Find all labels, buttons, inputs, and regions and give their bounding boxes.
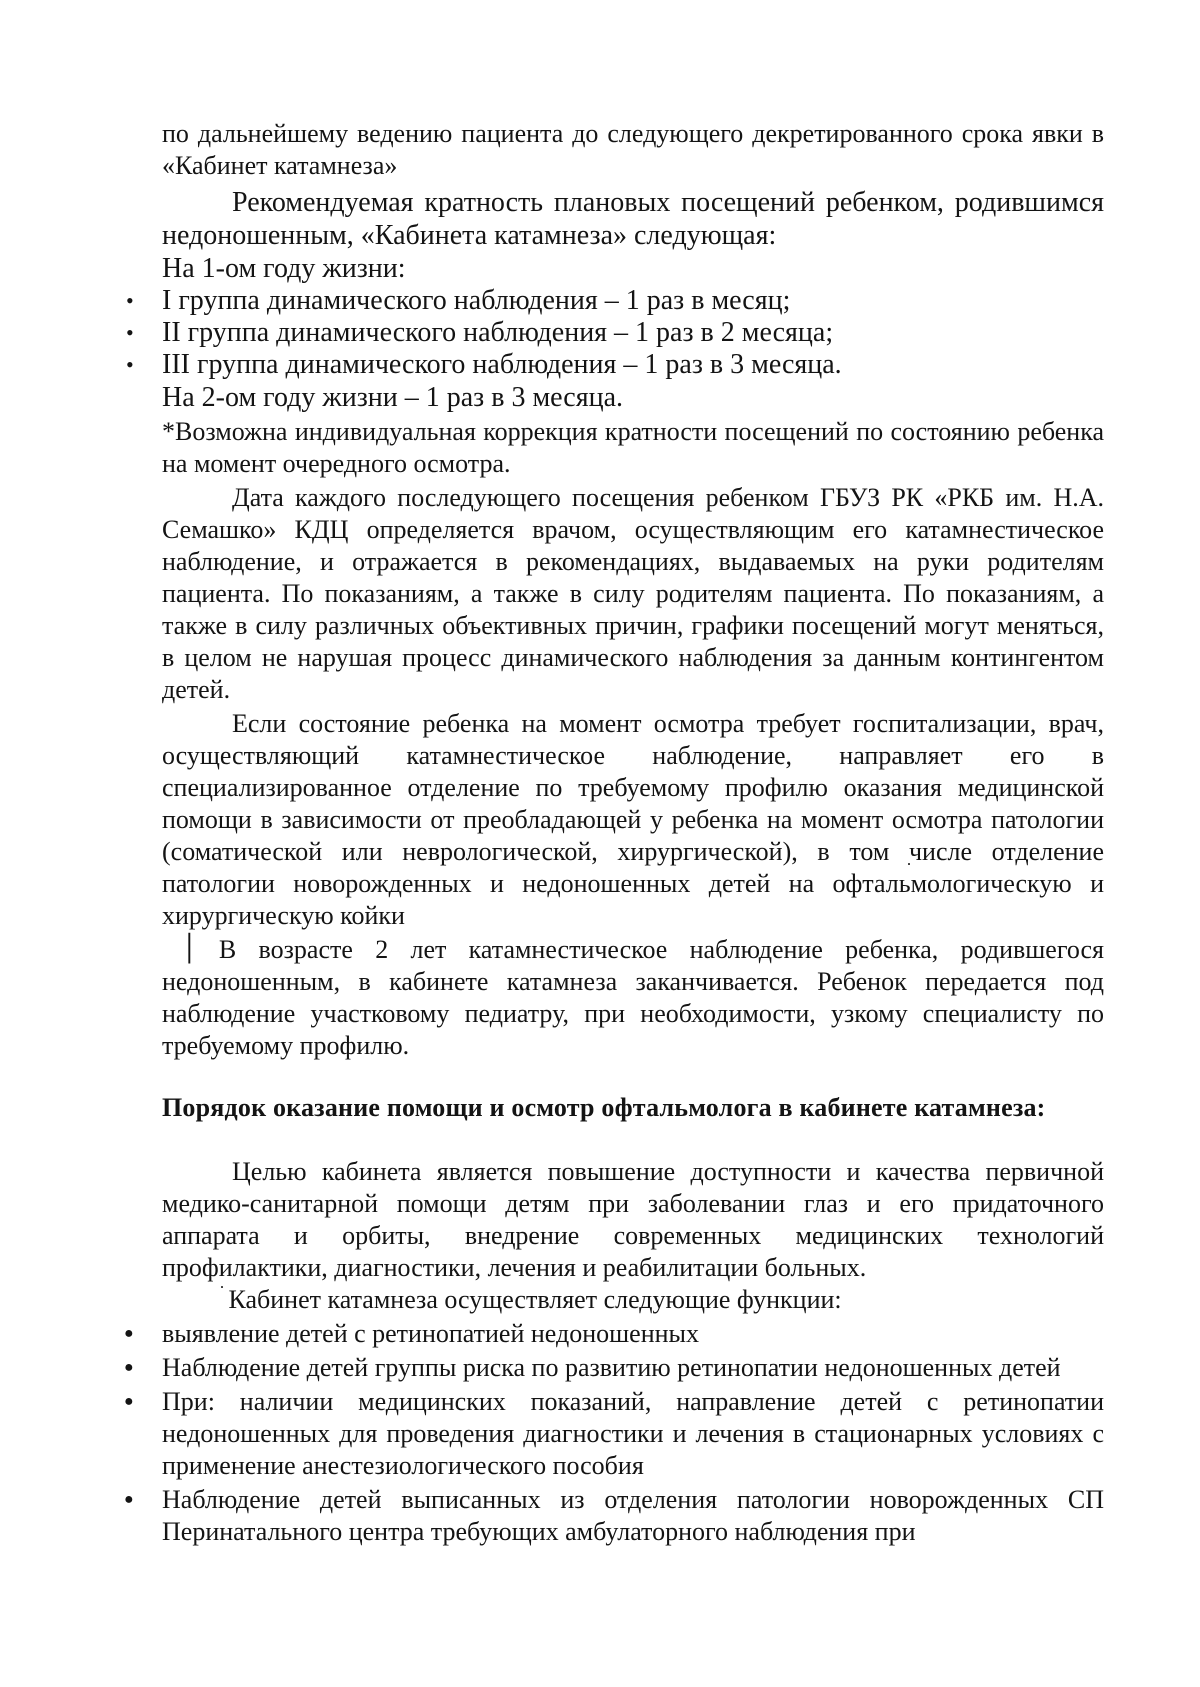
- paragraph-age-two: ׀ В возрасте 2 лет катамнестическое наблюдение ребенка, родившегося недоношенным, в кабинете катамнеза заканчивается. Ребенок передается под наблюдение участковому педиатру, при необходимости, узкому специалисту по требуемому профилю.: [162, 935, 1104, 1060]
- list-item: ● Наблюдение детей выписанных из отделения патологии новорожденных СП Перинатального центра требующих амбулаторного наблюдения при: [162, 1484, 1104, 1548]
- paragraph-visit-dates: Дата каждого последующего посещения ребенком ГБУЗ РК «РКБ им. Н.А. Семашко» КДЦ определяется врачом, осуществляющим его катамнестическое наблюдение, и отражается в рекомендациях, выдаваемых на руки родителям пациента. По показаниям, а также в силу родителям пациента. По показаниям, а также в силу различных объективных причин, графики посещений могут меняться, в целом не нарушая процесс динамического наблюдения за данным контингентом детей.: [162, 483, 1104, 704]
- functions-intro: ׄ Кабинет катамнеза осуществляет следующие функции:: [222, 1285, 842, 1314]
- document-body: [162, 118, 1104, 1550]
- note-individual-correction: *Возможна индивидуальная коррекция кратности посещений по состоянию ребенка на момент очередного осмотра.: [162, 417, 1104, 478]
- list-item: • III группа динамического наблюдения – 1 раз в 3 месяца.: [162, 349, 1104, 381]
- first-year-group-list: [162, 285, 1104, 381]
- paragraph-recommended-frequency: Рекомендуемая кратность плановых посещений ребенком, родившимся недоношенным, «Кабинета катамнеза» следующая:: [162, 187, 1104, 251]
- list-item: ● Наблюдение детей группы риска по развитию ретинопатии недоношенных детей: [162, 1352, 1104, 1384]
- list-item: • I группа динамического наблюдения – 1 раз в месяц;: [162, 285, 1104, 317]
- list-item: ● При: наличии медицинских показаний, направление детей с ретинопатии недоношенных для проведения диагностики и лечения в стационарных условиях с применение анестезиологического пособия: [162, 1386, 1104, 1482]
- second-year-frequency: На 2-ом году жизни – 1 раз в 3 месяца.: [162, 382, 624, 413]
- first-year-label: На 1-ом году жизни:: [162, 253, 406, 284]
- paragraph-cabinet-goal: Целью кабинета является повышение доступности и качества первичной медико-санитарной помощи детям при заболевании глаз и его придаточного аппарата и орбиты, внедрение современных медицинских технологий профилактики, диагностики, лечения и реабилитации больных.: [162, 1157, 1104, 1282]
- section-heading: Порядок оказание помощи и осмотр офтальмолога в кабинете катамнеза:: [162, 1093, 1046, 1122]
- functions-list: [162, 1318, 1104, 1548]
- list-item: • II группа динамического наблюдения – 1 раз в 2 месяца;: [162, 317, 1104, 349]
- list-item: ● выявление детей с ретинопатией недоношенных: [162, 1318, 1104, 1350]
- paragraph-intro: по дальнейшему ведению пациента до следующего декретированного срока явки в «Кабинет катамнеза»: [162, 119, 1104, 180]
- paragraph-hospitalization: Если состояние ребенка на момент осмотра требует госпитализации, врач, осуществляющий катамнестическое наблюдение, направляет его в специализированное отделение по требуемому профилю оказания медицинской помощи в зависимости от преобладающей у ребенка на момент осмотра патологии (соматической или неврологической, хирургической), в том ׅчисле отделение патологии новорожденных и недоношенных детей на офтальмологическую и хирургическую койки: [162, 709, 1104, 930]
